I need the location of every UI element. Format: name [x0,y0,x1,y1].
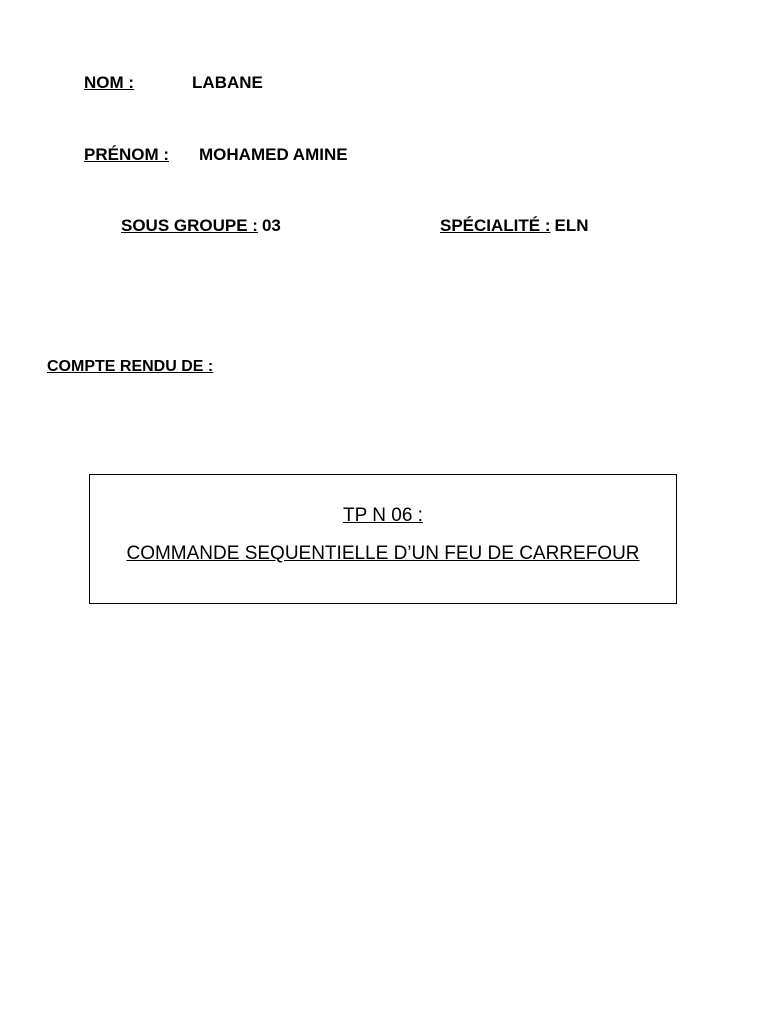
nom-field [84,73,263,93]
prenom-value: MOHAMED AMINE [199,145,348,164]
specialite-label: SPÉCIALITÉ : [440,216,551,235]
prenom-field [84,145,348,165]
specialite-field [440,216,589,236]
tp-title-box [89,474,677,604]
tp-title: COMMANDE SEQUENTIELLE D’UN FEU DE CARREFOUR [126,543,640,564]
compte-rendu-label: COMPTE RENDU DE : [47,358,214,375]
nom-value: LABANE [192,73,263,92]
sous-groupe-value: 03 [261,216,281,235]
specialite-value: ELN [554,216,589,235]
prenom-label: PRÉNOM : [84,145,169,164]
sous-groupe-label: SOUS GROUPE : [121,216,258,235]
sous-groupe-field [121,216,281,236]
tp-number: TP N 06 : [343,505,423,526]
nom-label: NOM : [84,73,135,92]
